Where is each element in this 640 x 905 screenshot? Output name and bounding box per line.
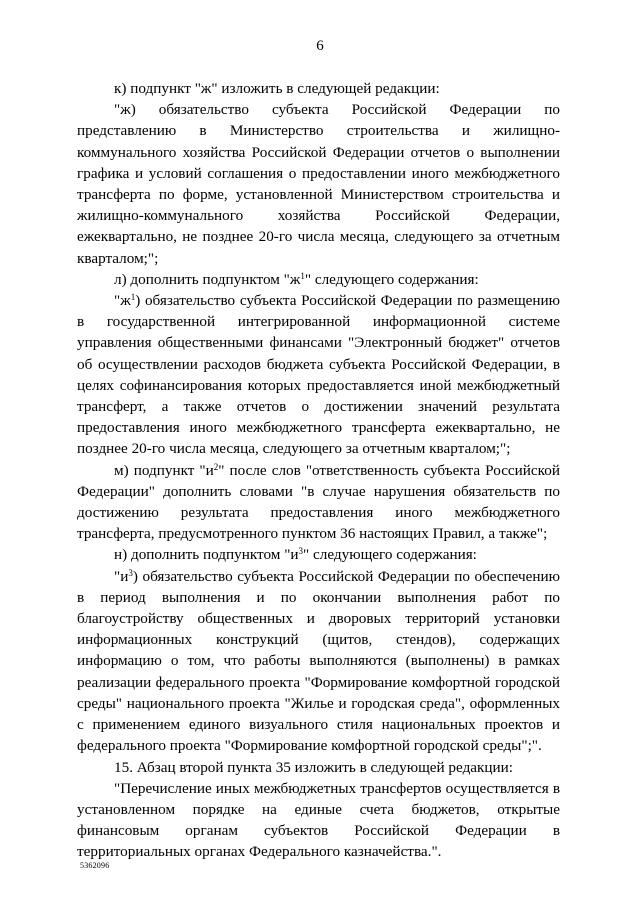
paragraph-15: 15. Абзац второй пункта 35 изложить в следующей редакции: — [114, 758, 514, 776]
paragraph-zh1: "$ж^1$) обязательство субъекта Российской Федерации по размещению в государственной интегрированной информационной системе управления общественными финансами "Электронный бюджет" отчетов об осуществлении расходов бюджета субъекта Российской Федерации, в целях софинансирования которых предоставляется иной межбюджетный трансферт, а также отчетов о достижении значений результата предоставления иного межбюджетного трансферта ежеквартально, не позднее 20-го числа месяца, следующего за отчетным кварталом;"; — [77, 292, 560, 458]
paragraph-zh: "ж) обязательство субъекта Российской Федерации по представлению в Министерство строительства и жилищно-коммунального хозяйства Российской Федерации отчетов о выполнении графика и условий соглашения о предоставлении иного межбюджетного трансферта по форме, установленной Министерством строительства и жилищно-коммунального хозяйства Российской Федерации, ежеквартально, не позднее 20-го числа месяца, следующего за отчетным кварталом;"; — [77, 101, 560, 267]
document-body — [77, 78, 560, 863]
document-code: 5362096 — [80, 861, 110, 870]
paragraph-n: н) дополнить подпунктом "$и^3$" следующего содержания: — [114, 546, 477, 564]
page-number: 6 — [316, 38, 324, 54]
paragraph-i3: "$и^3$) обязательство субъекта Российской Федерации по обеспечению в период выполнения и по окончании выполнения работ по благоустройству общественных и дворовых территорий установки информационных конструкций (щитов, стендов), содержащих информацию о том, что работы выполняются (выполнены) в рамках реализации федерального проекта "Формирование комфортной городской среды" национального проекта "Жилье и городская среда", оформленных с применением единого визуального стиля национальных проектов и федерального проекта "Формирование комфортной городской среды";". — [77, 567, 560, 755]
paragraph-k: к) подпункт "ж" изложить в следующей редакции: — [114, 80, 440, 97]
paragraph-quote: "Перечисление иных межбюджетных трансфертов осуществляется в установленном порядке на единые счета бюджетов, открытые финансовым органам субъектов Российской Федерации в территориальных органах Федерального казначейства.". — [77, 779, 560, 861]
paragraph-m: м) подпункт "$и^2$" после слов "ответственность субъекта Российской Федерации" дополнить словами "в случае нарушения обязательств по достижению результата предоставления иного межбюджетного трансферта, предусмотренного пунктом 36 настоящих Правил, а также"; — [77, 461, 560, 543]
paragraph-l: л) дополнить подпунктом "$ж^1$" следующего содержания: — [114, 270, 479, 288]
